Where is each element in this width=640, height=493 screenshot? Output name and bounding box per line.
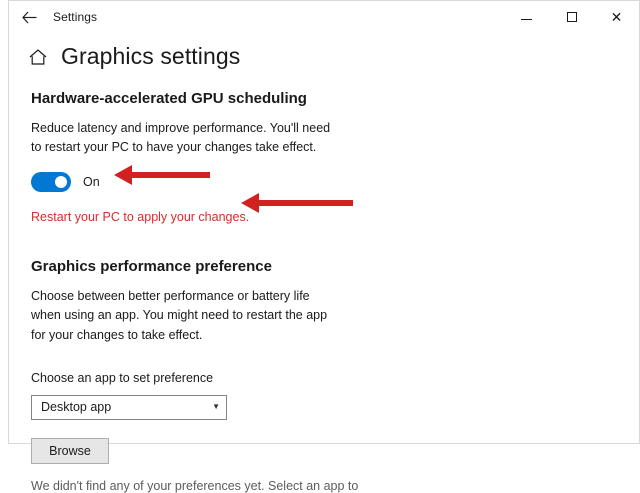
- page-title: Graphics settings: [61, 43, 241, 69]
- caption-buttons: [504, 1, 639, 32]
- chevron-down-icon: ▼: [212, 402, 220, 412]
- close-icon: ✕: [610, 8, 623, 25]
- maximize-icon: [567, 12, 577, 22]
- gpu-scheduling-toggle-row: [31, 172, 639, 192]
- close-button[interactable]: [594, 1, 639, 32]
- back-arrow-icon[interactable]: [9, 2, 49, 32]
- choose-app-label: Choose an app to set preference: [31, 370, 214, 385]
- graphics-preference-heading: Graphics performance preference: [31, 257, 272, 275]
- app-type-dropdown[interactable]: [31, 395, 227, 420]
- title-bar: [9, 1, 639, 33]
- toggle-knob: [55, 176, 67, 188]
- gpu-scheduling-description: Reduce latency and improve performance. You'll need to restart your PC to have your changes take effect.: [31, 121, 331, 155]
- restart-warning: Restart your PC to apply your changes.: [31, 209, 250, 224]
- settings-window: [8, 0, 640, 493]
- preferences-footnote: We didn't find any of your preferences yet. Select an app to: [31, 478, 359, 493]
- settings-content: [9, 70, 639, 493]
- app-type-dropdown-value: Desktop app: [41, 400, 112, 415]
- maximize-button[interactable]: [549, 1, 594, 32]
- minimize-button[interactable]: [504, 1, 549, 32]
- gpu-scheduling-heading: Hardware-accelerated GPU scheduling: [31, 90, 307, 107]
- gpu-scheduling-toggle-state: On: [83, 174, 100, 189]
- browse-button[interactable]: Browse: [31, 438, 109, 464]
- minimize-icon: [521, 13, 532, 20]
- window-title: Settings: [53, 10, 98, 24]
- gpu-scheduling-toggle[interactable]: [31, 172, 71, 192]
- home-icon[interactable]: [27, 46, 49, 68]
- graphics-preference-description: Choose between better performance or battery life when using an app. You might need to restart the app for your changes to take effect.: [31, 288, 328, 342]
- page-header: [9, 33, 639, 70]
